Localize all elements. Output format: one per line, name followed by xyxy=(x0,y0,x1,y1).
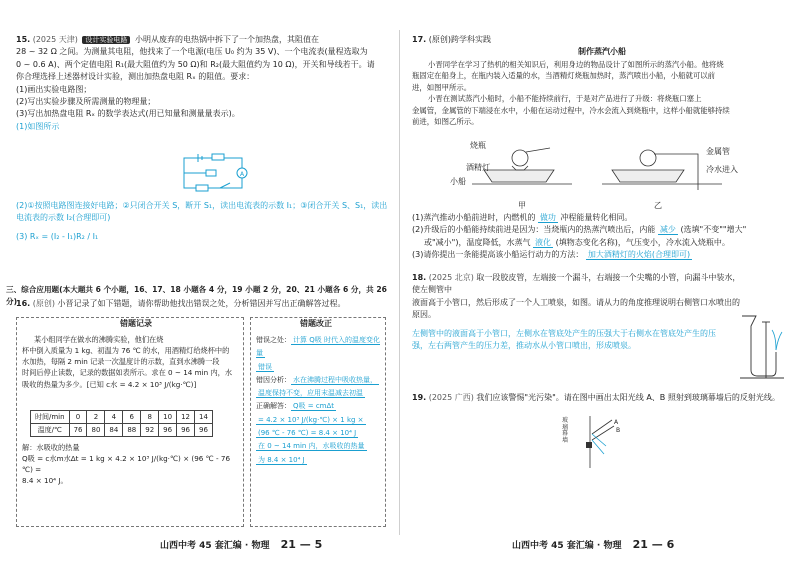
q17-s2-answer: 减少 xyxy=(659,225,676,235)
question-19 xyxy=(412,392,796,404)
fix-answer-2: 错误 xyxy=(258,362,272,371)
q17-source: (原创)跨学科实践 xyxy=(428,35,491,44)
fix-label-5: 正确解答： xyxy=(256,402,291,411)
table-cell: 0 xyxy=(69,411,87,424)
q17-subquestions xyxy=(412,212,796,262)
question-15 xyxy=(16,34,392,133)
q18-line-3: 原因。 xyxy=(412,310,436,320)
fix-answer-3: 水在沸腾过程中吸收热量， xyxy=(293,375,377,384)
q17-passage xyxy=(412,59,792,128)
label-tube: 金属管 xyxy=(706,147,730,156)
q17-para2-line2: 金属管，金属管的下端浸在水中，小船在运动过程中，冷水会流入到烧瓶中，这样小船就能够持续 xyxy=(412,105,730,115)
q17-s1-tail: 冲程能量转化相同。 xyxy=(560,213,633,222)
q18-answer-1: 左侧管中的液面高于小管口，左侧水在管底处产生的压强大于右侧水在管底处产生的压 xyxy=(412,328,716,338)
label-boat: 小船 xyxy=(450,177,466,186)
fix-answer-5: Q吸 = cmΔt xyxy=(293,402,335,411)
svg-text:A: A xyxy=(240,171,245,178)
q18-line-1: 取一段胶皮管，左端接一个漏斗，右端接一个尖嘴的小管，向漏斗中装水，使左侧管中 xyxy=(412,273,741,295)
circuit-diagram xyxy=(178,150,250,194)
error-fix-heading: 错题改正 xyxy=(300,319,332,328)
table-cell: 时间/min xyxy=(31,411,70,424)
table-cell: 12 xyxy=(177,411,195,424)
error-record-heading: 错题记录 xyxy=(120,319,152,328)
record-line-1: 某小组同学在做水的沸腾实验，他们在烧 xyxy=(34,335,164,344)
label-water: 冷水进入 xyxy=(706,165,738,174)
fix-answer-7: (96 ℃ - 76 ℃) = 8.4 × 10⁴ J xyxy=(258,429,357,438)
table-row xyxy=(31,424,213,437)
table-cell: 10 xyxy=(159,411,177,424)
table-cell: 8 xyxy=(141,411,159,424)
footer-series: 山西中考 45 套汇编 · 物理 xyxy=(512,541,622,551)
label-flask: 烧瓶 xyxy=(470,141,486,150)
table-cell: 温度/℃ xyxy=(31,424,70,437)
q15-line-3: 0 ~ 0.6 A)、两个定值电阻 R₁(最大阻值约为 50 Ω)和 R₂(最大阻值约为 10 Ω)，开关和导线若干。请 xyxy=(16,59,375,69)
temperature-table xyxy=(30,410,213,437)
q17-s1-answer: 做功 xyxy=(539,213,556,222)
footer-series: 山西中考 45 套汇编 · 物理 xyxy=(160,541,270,551)
label-fig-a: 甲 xyxy=(518,201,526,210)
question-18 xyxy=(412,272,742,352)
right-footer xyxy=(512,536,674,554)
q15-answers xyxy=(16,200,392,243)
q19-source: (2025 广西) xyxy=(428,393,474,402)
fix-answer-4: 温度保持不变，应用末温减去初温 xyxy=(258,389,363,398)
q17-para1-line1: 小晋同学在学习了热机的相关知识后，利用身边的物品设计了如图所示的蒸汽小船。他将烧 xyxy=(428,59,724,69)
footer-page-number: 21 — 5 xyxy=(280,538,323,551)
label-ray-a: A xyxy=(614,419,619,426)
q17-s1: (1)蒸汽推动小船前进时，内燃机的 xyxy=(412,213,536,222)
q15-answer-3: (3) Rₓ = (I₂ - I₁)R₂ / I₁ xyxy=(16,231,99,241)
q19-number: 19. xyxy=(412,393,427,402)
q15-line-4: 你合理选择上述器材设计实验，测出加热盘电阻 Rₓ 的阻值。要求： xyxy=(16,72,255,82)
table-cell: 2 xyxy=(87,411,105,424)
question-17 xyxy=(412,34,792,128)
fix-label-1: 错误之处： xyxy=(256,336,291,344)
fix-answer-1: 计算 Q吸 时代入的温度变化量 xyxy=(256,336,380,358)
left-footer xyxy=(160,536,322,554)
error-fix-text xyxy=(256,334,382,467)
fountain-diagram xyxy=(738,312,788,382)
table-cell: 80 xyxy=(87,424,105,437)
q15-sub-3: (3)写出加热盘电阻 Rₓ 的数学表达式(用已知量和测量量表示)。 xyxy=(16,109,240,119)
q17-number: 17. xyxy=(412,35,427,44)
fix-answer-6: = 4.2 × 10³ J/(kg·℃) × 1 kg × xyxy=(258,415,364,424)
q17-s2: (2)升级后的小船能持续前进是因为：当烧瓶内的热蒸汽喷出后，内能 xyxy=(412,225,656,235)
record-line-5: 吸收的热量为多少。[已知 c水 = 4.2 × 10³ J/(kg·℃)] xyxy=(22,379,197,389)
q17-s2-answer-2: 液化 xyxy=(535,237,552,247)
table-cell: 92 xyxy=(141,424,159,437)
table-cell: 96 xyxy=(159,424,177,437)
right-page xyxy=(402,0,800,569)
q15-stem xyxy=(16,34,392,46)
error-record-solution xyxy=(22,442,240,487)
table-cell: 14 xyxy=(195,411,213,424)
record-line-3: 水加热，每隔 2 min 记录一次温度计的示数，直到水沸腾一段 xyxy=(22,357,220,367)
q17-s3: (3)请你提出一条能提高该小船运行动力的方法： xyxy=(412,250,584,260)
table-header-row xyxy=(31,411,213,424)
fix-answer-8: 在 0 ~ 14 min 内，水吸收的热量 xyxy=(258,442,365,451)
q17-para1-line3: 进，如图甲所示。 xyxy=(412,82,472,92)
q17-s3-answer: 加大酒精灯的火焰(合理即可) xyxy=(587,250,691,260)
q15-tag: 设计实验电路 xyxy=(82,36,130,44)
table-cell: 76 xyxy=(69,424,87,437)
q16-number: 16. xyxy=(16,299,31,308)
q17-s2-line2-tail: (填物态变化名称)，气压变小，冷水流入烧瓶中。 xyxy=(555,237,730,247)
table-cell: 96 xyxy=(195,424,213,437)
left-page xyxy=(0,0,398,569)
q18-number: 18. xyxy=(412,273,427,282)
q18-answer-2: 强，左右两管产生的压力差，推动水从小管口喷出，形成喷泉。 xyxy=(412,340,636,350)
q17-para2-line3: 前进，如图乙所示。 xyxy=(412,117,479,127)
label-glass-wall: 玻璃幕墙 xyxy=(562,417,569,444)
q15-line-2: 28 ~ 32 Ω 之间。为测量其电阻，他找来了一个电源(电压 U₀ 约为 35 V)、一个电流表(量程选取为 xyxy=(16,47,368,57)
q15-answer-2a: (2)①按照电路图连接好电路；②只闭合开关 S，断开 S₁，读出电流表的示数 I₁；③闭合开关 S、S₁，读出 xyxy=(16,201,388,210)
table-cell: 6 xyxy=(123,411,141,424)
steam-boat-illustration xyxy=(462,140,742,200)
steam-boat-figures xyxy=(450,140,742,212)
glass-wall-figure xyxy=(562,412,622,472)
footer-page-number: 21 — 6 xyxy=(632,538,675,551)
page-divider xyxy=(399,30,400,535)
q17-title: 制作蒸汽小船 xyxy=(578,47,626,57)
fix-answer-9: 为 8.4 × 10⁴ J xyxy=(258,455,305,464)
q15-source: (2025 天津) xyxy=(32,35,78,44)
q16-source: (原创) xyxy=(32,299,55,308)
q15-answer-1: (1)如图所示 xyxy=(16,121,60,131)
q17-s2-tail: (选填"不变""增大" xyxy=(680,225,747,235)
solution-line-3: 8.4 × 10⁴ J。 xyxy=(22,476,68,486)
q18-line-2: 液面高于小管口，然后形成了一个人工喷泉，如图。请从力的角度推理说明右侧管口水喷出的 xyxy=(412,297,740,307)
error-record-text xyxy=(22,334,240,390)
light-ray-diagram xyxy=(572,412,620,472)
table-cell: 4 xyxy=(105,411,123,424)
question-16 xyxy=(16,298,392,310)
table-cell: 96 xyxy=(177,424,195,437)
section-3-heading: 三、综合应用题(本大题共 6 个小题，16、17、18 小题各 4 分，19 小题 2 分，20、21 小题各 6 分，共 26 分) xyxy=(6,285,387,306)
record-line-2: 杯中倒入质量为 1 kg、初温为 76 ℃ 的水，用酒精灯给烧杯中的 xyxy=(22,346,230,356)
q15-answer-2b: 电流表的示数 I₂(合理即可) xyxy=(16,213,111,223)
q16-text: 小晋记录了如下错题，请你帮助他找出错误之处，分析错因并写出正确解答过程。 xyxy=(57,299,346,308)
q17-para1-line2: 瓶固定在船身上，在瓶内装入适量的水，当酒精灯烧瓶加热时，蒸汽喷出小船，小船就可以前 xyxy=(412,71,716,81)
q15-number: 15. xyxy=(16,35,31,44)
q15-line-1: 小明从废弃的电热锅中拆下了一个加热盘，其阻值在 xyxy=(134,35,319,44)
label-lamp: 酒精灯 xyxy=(466,163,490,172)
label-fig-b: 乙 xyxy=(654,201,662,210)
fix-label-3: 错因分析： xyxy=(256,375,291,384)
solution-line-2: Q吸 = c水m水Δt = 1 kg × 4.2 × 10³ J/(kg·℃) × (96 ℃ - 76 ℃) = xyxy=(22,454,231,475)
q19-text: 我们应该警惕"光污染"。请在图中画出太阳光线 A、B 照射到玻璃幕墙后的反射光线。 xyxy=(476,393,780,402)
label-ray-b: B xyxy=(616,427,621,434)
q15-sub-1: (1)画出实验电路图； xyxy=(16,84,92,94)
record-line-4: 时间后停止读数，记录的数据如表所示。求在 0 ~ 14 min 内，水 xyxy=(22,368,233,378)
q18-source: (2025 北京) xyxy=(428,273,474,282)
table-cell: 88 xyxy=(123,424,141,437)
table-cell: 84 xyxy=(105,424,123,437)
q15-sub-2: (2)写出实验步骤及所需测量的物理量； xyxy=(16,96,156,106)
q17-s2-line2: 或"减小")，温度降低，水蒸气 xyxy=(424,237,531,247)
q17-para2-line1: 小晋在测试蒸汽小船时，小船不能持续前行，于是对产品进行了升级：将烧瓶口塞上 xyxy=(428,94,702,104)
solution-line-1: 解：水吸收的热量 xyxy=(22,443,80,452)
